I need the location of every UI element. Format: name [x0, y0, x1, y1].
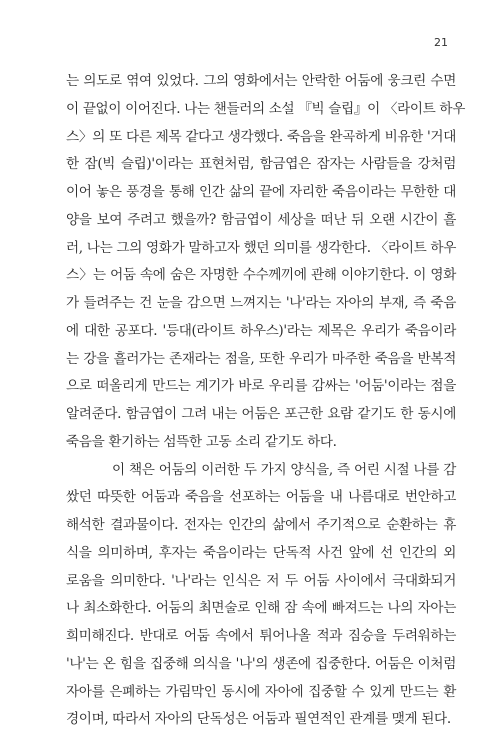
text-line: 이어 놓은 풍경을 통해 인간 삶의 끝에 자리한 죽음이라는 무한한 대: [66, 184, 456, 200]
text-line: 죽음을 환기하는 섬뜩한 고동 소리 같기도 하다.: [66, 433, 337, 450]
text-line: 이 책은 어둠의 이러한 두 가지 양식을, 즉 어린 시절 나를 감: [112, 461, 456, 478]
text-line: 나 최소화한다. 어둠의 최면술로 인해 잠 속에 빠져드는 나의 자아는: [66, 600, 456, 617]
text-line: 으로 떠올리게 만드는 계기가 바로 우리를 감싸는 '어둠'이라는 점을: [66, 378, 456, 395]
text-line: 양을 보여 주려고 했을까? 함금엽이 세상을 떠난 뒤 오랜 시간이 흘: [66, 211, 456, 228]
text-line: 러, 나는 그의 영화가 말하고자 했던 의미를 생각한다. 〈라이트 하우: [66, 239, 456, 256]
body-text: [66, 68, 465, 734]
text-line: 는 의도로 엮여 있었다. 그의 영화에서는 안락한 어둠에 웅크린 수면: [66, 73, 456, 89]
paragraph-2: [66, 457, 456, 735]
text-line: 한 잠(빅 슬립)'이라는 표현처럼, 함금엽은 잠자는 사람들을 강처럼: [66, 156, 456, 173]
text-line: 로움을 의미한다. '나'라는 인식은 저 두 어둠 사이에서 극대화되거: [66, 572, 456, 589]
text-line: 해석한 결과물이다. 전자는 인간의 삶에서 주기적으로 순환하는 휴: [66, 517, 456, 533]
text-line: 에 대한 공포다. '등대(라이트 하우스)'라는 제목은 우리가 죽음이라: [66, 322, 456, 339]
text-line: 희미해진다. 반대로 어둠 속에서 튀어나올 적과 짐승을 두려워하는: [66, 628, 456, 644]
text-line: 경이며, 따라서 자아의 단독성은 어둠과 필연적인 관계를 맺게 된다.: [66, 711, 451, 728]
text-line: 자아를 은폐하는 가림막인 동시에 자아에 집중할 수 있게 만드는 환: [66, 683, 456, 700]
text-line: 쌌던 따뜻한 어둠과 죽음을 선포하는 어둠을 내 나름대로 번안하고: [66, 489, 456, 506]
text-line: 식을 의미하며, 후자는 죽음이라는 단독적 사건 앞에 선 인간의 외: [66, 544, 456, 561]
text-line: '나'는 온 힘을 집중해 의식을 '나'의 생존에 집중한다. 어둠은 이처럼: [66, 655, 456, 672]
page-number: 21: [434, 36, 448, 49]
text-line: 알려준다. 함금엽이 그려 내는 어둠은 포근한 요람 같기도 한 동시에: [66, 406, 456, 422]
paragraph-1: [66, 68, 465, 457]
text-line: 이 끝없이 이어진다. 나는 챈들러의 소설 『빅 슬립』이 〈라이트 하우: [66, 100, 465, 117]
text-line: 스〉는 어둠 속에 숨은 자명한 수수께끼에 관해 이야기한다. 이 영화: [66, 267, 456, 284]
text-line: 스〉의 또 다른 제목 같다고 생각했다. 죽음을 완곡하게 비유한 '거대: [66, 128, 456, 145]
text-line: 는 강을 흘러가는 존재라는 점을, 또한 우리가 마주한 죽음을 반복적: [66, 350, 456, 367]
text-line: 가 들려주는 건 눈을 감으면 느껴지는 '나'라는 자아의 부재, 즉 죽음: [66, 295, 456, 311]
